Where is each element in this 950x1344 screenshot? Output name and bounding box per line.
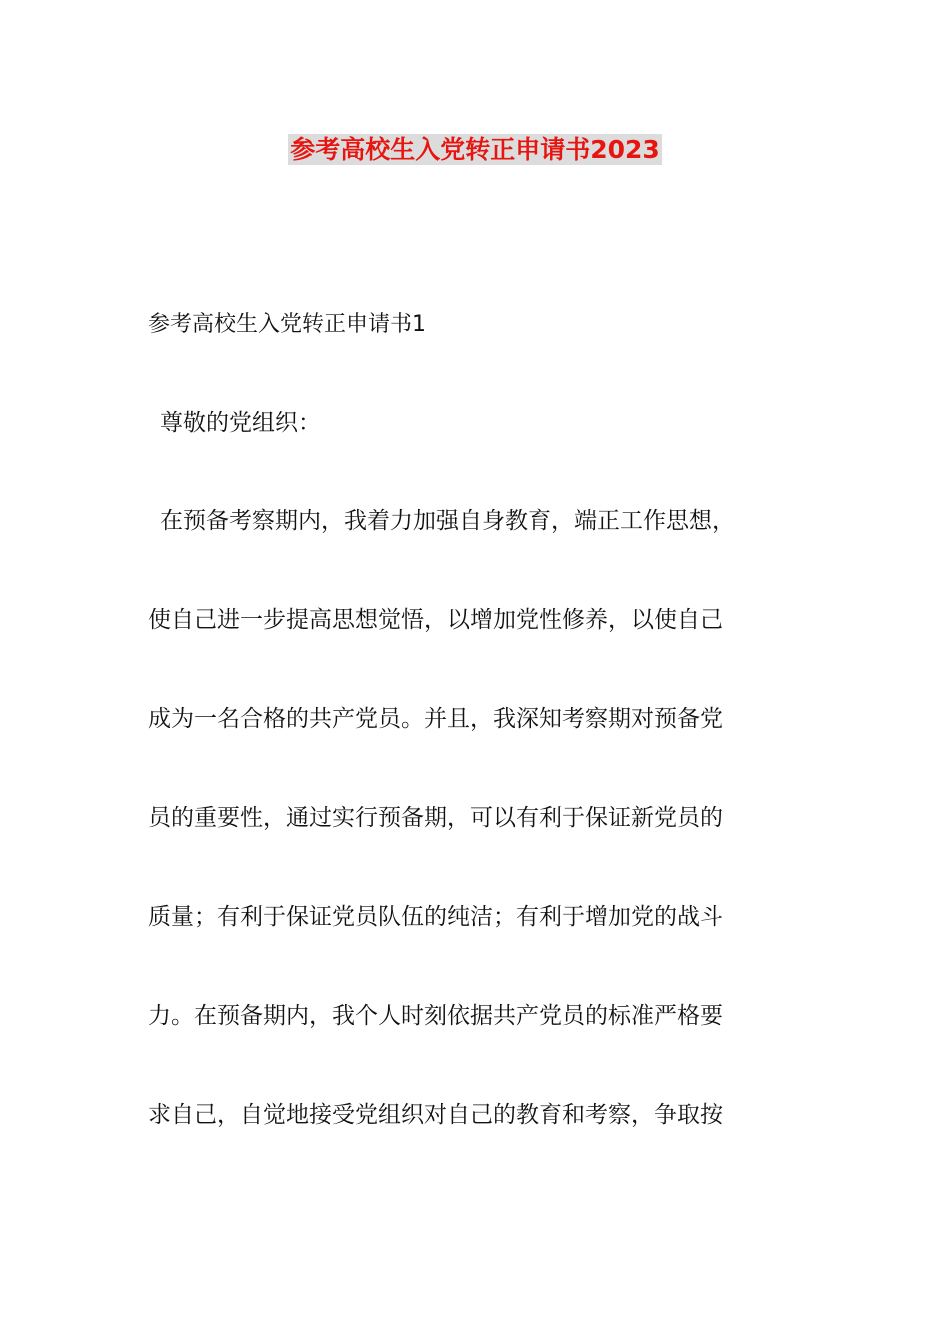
body-line: 力。在预备期内，我个人时刻依据共产党员的标准严格要 — [148, 1003, 723, 1029]
body-line: 成为一名合格的共产党员。并且，我深知考察期对预备党 — [148, 706, 723, 732]
body-line: 求自己，自觉地接受党组织对自己的教育和考察，争取按 — [148, 1102, 723, 1128]
body-line: 使自己进一步提高思想觉悟，以增加党性修养，以使自己 — [148, 607, 723, 633]
body-line: 质量；有利于保证党员队伍的纯洁；有利于增加党的战斗 — [148, 904, 723, 930]
salutation: 尊敬的党组织： — [160, 410, 321, 436]
section-heading: 参考高校生入党转正申请书1 — [148, 312, 426, 337]
body-line: 在预备考察期内，我着力加强自身教育，端正工作思想， — [160, 508, 735, 534]
document-title — [0, 131, 950, 169]
body-line: 员的重要性，通过实行预备期，可以有利于保证新党员的 — [148, 805, 723, 831]
document-title-text: 参考高校生入党转正申请书2023 — [290, 135, 660, 164]
